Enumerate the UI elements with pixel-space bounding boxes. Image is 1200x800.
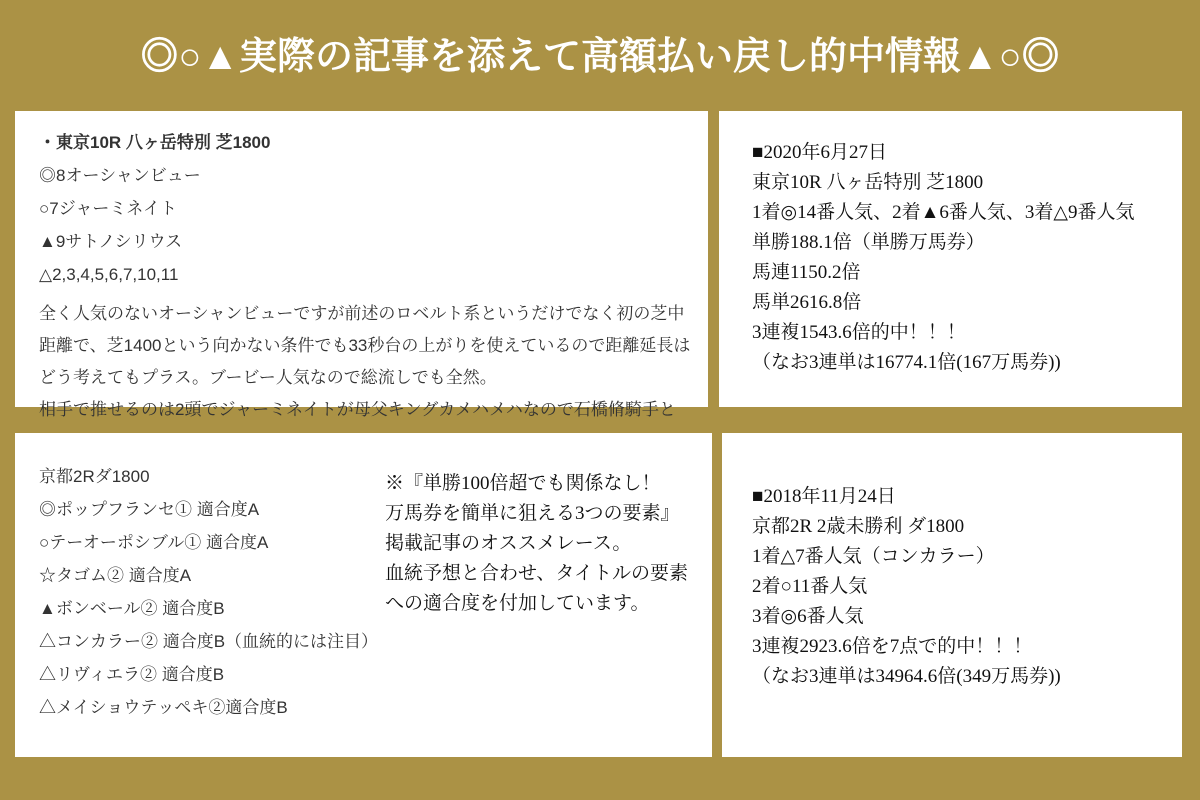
note-line: ※『単勝100倍超でも関係なし！ bbox=[385, 473, 661, 494]
result-race: 東京10R 八ヶ岳特別 芝1800 bbox=[752, 172, 984, 193]
result-panel-2020-06-27 bbox=[719, 111, 1182, 407]
prediction-panel-tokyo-10r bbox=[15, 111, 708, 419]
result-trio-hit: 3連複2923.6倍を7点で的中！！！ bbox=[752, 636, 1033, 657]
pick-line: △リヴィエラ② 適合度B bbox=[39, 665, 225, 684]
pick-line: ○7ジャーミネイト bbox=[39, 199, 178, 218]
note-line: 掲載記事のオススメレース。 bbox=[385, 533, 632, 554]
result-panel-2018-11-24 bbox=[722, 433, 1182, 757]
race-title: 京都2Rダ1800 bbox=[39, 467, 150, 486]
result-finish-order: 1着◎14番人気、2着▲6番人気、3着△9番人気 bbox=[752, 202, 1135, 223]
comment-line: 全く人気のないオーシャンビューですが前述のロベルト系というだけでなく初の芝中 bbox=[39, 304, 685, 323]
pick-line: △メイショウテッペキ②適合度B bbox=[39, 698, 288, 717]
result-third-place: 3着◎6番人気 bbox=[752, 606, 864, 627]
header-banner bbox=[0, 0, 1200, 111]
comment-line-clipped: 相手で推せるのは2頭でジャーミネイトが母父キングカメハメハなので石橋脩騎手と bbox=[39, 400, 676, 419]
prediction-panel-kyoto-2r bbox=[15, 433, 712, 757]
pick-line: ▲ボンベール② 適合度B bbox=[39, 599, 225, 618]
result-exacta-odds: 馬単2616.8倍 bbox=[752, 292, 862, 313]
comment-line: どう考えてもプラス。ブービー人気なので総流しでも全然。 bbox=[39, 368, 497, 387]
pick-line: ◎8オーシャンビュー bbox=[39, 166, 201, 185]
result-second-place: 2着○11番人気 bbox=[752, 576, 868, 597]
result-race: 京都2R 2歳未勝利 ダ1800 bbox=[752, 516, 965, 537]
recommendation-note bbox=[385, 469, 710, 619]
comment-paragraph bbox=[39, 298, 691, 426]
pick-line: ○テーオーポシブル① 適合度A bbox=[39, 533, 269, 552]
pick-line: ☆タゴム② 適合度A bbox=[39, 566, 192, 585]
result-first-place: 1着△7番人気（コンカラー） bbox=[752, 546, 995, 567]
result-date: ■2018年11月24日 bbox=[752, 486, 896, 507]
pick-line: ◎ポップフランセ① 適合度A bbox=[39, 500, 260, 519]
pick-line: ▲9サトノシリウス bbox=[39, 232, 183, 251]
comment-line: 距離で、芝1400という向かない条件でも33秒台の上がりを使えているので距離延長は bbox=[39, 336, 691, 355]
pick-line: △2,3,4,5,6,7,10,11 bbox=[39, 265, 179, 284]
note-line: への適合度を付加しています。 bbox=[385, 593, 650, 614]
race-title: ・東京10R 八ヶ岳特別 芝1800 bbox=[39, 133, 271, 152]
result-quinella-odds: 馬連1150.2倍 bbox=[752, 262, 861, 283]
result-trifecta-note: （なお3連単は34964.6倍(349万馬券)) bbox=[752, 666, 1061, 687]
note-line: 血統予想と合わせ、タイトルの要素 bbox=[385, 563, 689, 584]
result-win-odds: 単勝188.1倍（単勝万馬券） bbox=[752, 232, 985, 253]
page-title: ◎○▲実際の記事を添えて高額払い戻し的中情報▲○◎ bbox=[140, 36, 1060, 78]
result-date: ■2020年6月27日 bbox=[752, 142, 887, 163]
result-trio-hit: 3連複1543.6倍的中！！！ bbox=[752, 322, 966, 343]
result-trifecta-note: （なお3連単は16774.1倍(167万馬券)) bbox=[752, 352, 1061, 373]
pick-line: △コンカラー② 適合度B（血統的には注目） bbox=[39, 632, 379, 651]
note-line: 万馬券を簡単に狙える3つの要素』 bbox=[385, 503, 680, 524]
